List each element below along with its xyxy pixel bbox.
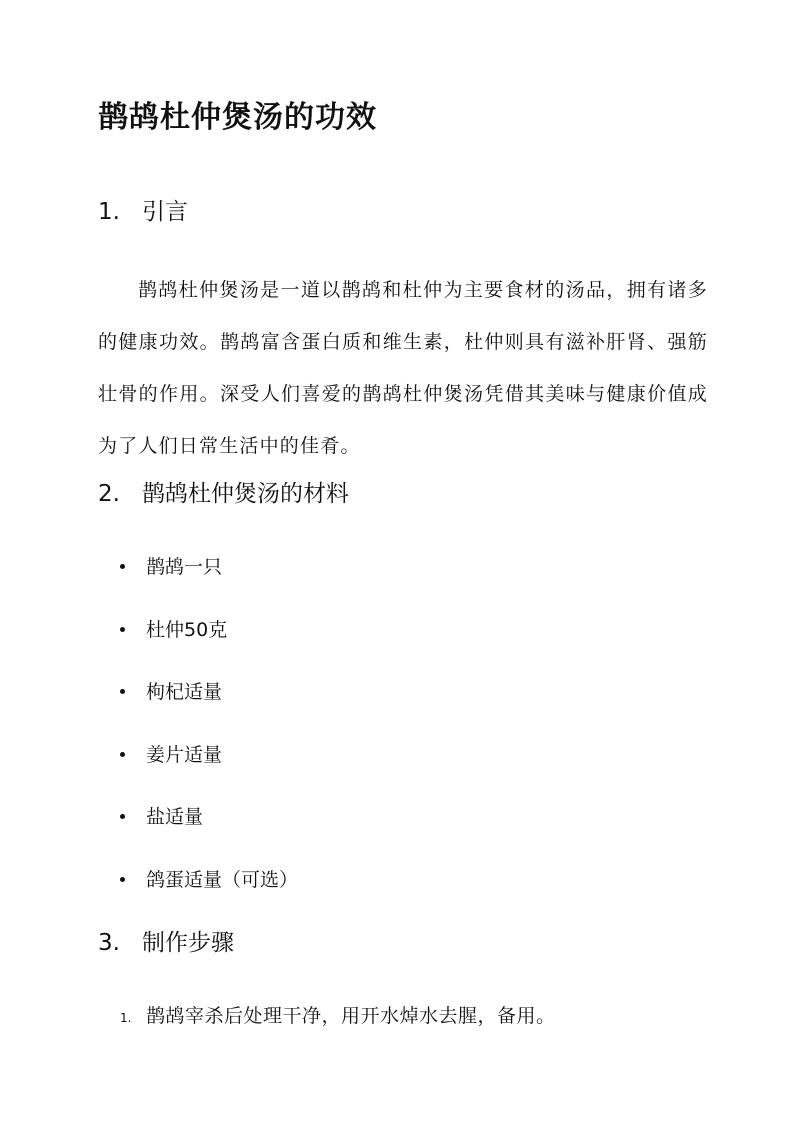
section-heading-text: 引言 (142, 199, 188, 225)
list-item-text: 枸杞适量 (146, 681, 223, 703)
list-item-text: 鸽蛋适量（可选） (146, 868, 299, 891)
bullet-icon (120, 877, 125, 882)
section-heading-intro (98, 196, 188, 228)
page-title: 鹊鸪杜仲煲汤的功效 (98, 100, 377, 135)
section-heading-steps (98, 927, 234, 959)
section-number: 2. (98, 481, 120, 507)
list-item-text: 姜片适量 (146, 743, 223, 766)
intro-paragraph: 鹊鸪杜仲煲汤是一道以鹊鸪和杜仲为主要食材的汤品，拥有诸多的健康功效。鹊鸪富含蛋白质和维生素，杜仲则具有滋补肝肾、强筋壮骨的作用。深受人们喜爱的鹊鸪杜仲煲汤凭借其美味与健康价值成为了人们日常生活中的佳肴。 (98, 279, 708, 457)
section-heading-text: 制作步骤 (142, 930, 234, 956)
bullet-icon (120, 814, 125, 819)
list-item-text: 鹊鸪一只 (146, 556, 223, 578)
section-number: 1. (98, 199, 120, 225)
step-number: 1. (120, 1011, 132, 1025)
section-heading-ingredients (98, 478, 349, 510)
list-item-text: 盐适量 (146, 806, 204, 828)
step-text: 鹊鸪宰杀后处理干净，用开水焯水去腥，备用。 (146, 1005, 556, 1027)
bullet-icon (120, 752, 125, 757)
bullet-icon (120, 564, 125, 569)
section-number: 3. (98, 930, 120, 956)
list-item-text: 杜仲50克 (146, 618, 228, 641)
section-heading-text: 鹊鸪杜仲煲汤的材料 (142, 481, 349, 507)
bullet-icon (120, 627, 125, 632)
bullet-icon (120, 689, 125, 694)
